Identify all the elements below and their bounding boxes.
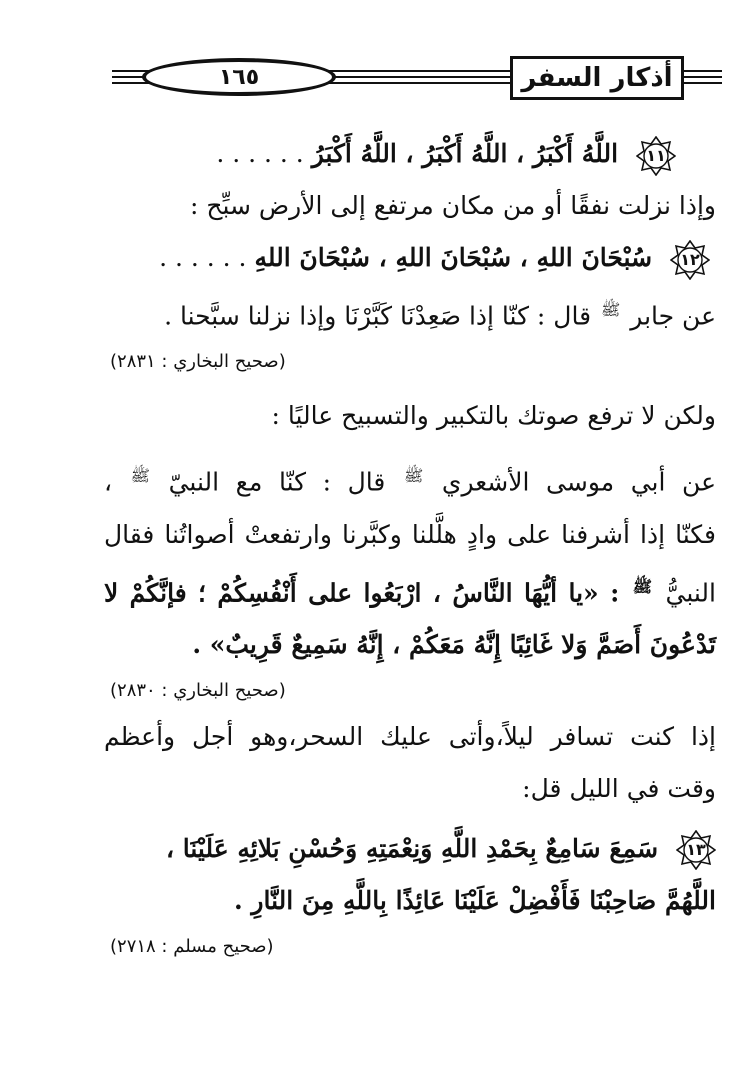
dhikr-dots: . . . . . . xyxy=(216,139,304,168)
honorific-icon: ﷺ xyxy=(403,466,424,486)
page-content xyxy=(104,128,716,967)
hadith-quote: : «يا أيُّهَا النَّاسُ ، ارْبَعُوا على أَنْفُسِكُمْ ؛ فإنَّكُمْ لا xyxy=(104,577,620,607)
chapter-title-box xyxy=(510,56,684,100)
dhikr-dots: . . . . . . xyxy=(159,243,247,272)
dhikr-text: سُبْحَانَ اللهِ ، سُبْحَانَ اللهِ ، سُبْحَانَ اللهِ xyxy=(254,243,653,272)
paragraph-line xyxy=(104,561,716,619)
dhikr-text: سَمِعَ سَامِعٌ بِحَمْدِ اللَّهِ وَنِعْمَتِهِ وَحُسْنِ بَلائِهِ عَلَيْنَا ، xyxy=(165,833,659,863)
dhikr-number: ١١ xyxy=(646,145,666,165)
dhikr-11 xyxy=(104,128,716,180)
paragraph xyxy=(104,284,716,342)
dhikr-text: اللَّهُ أَكْبَرُ ، اللَّهُ أَكْبَرُ ، اللَّهُ أَكْبَرُ xyxy=(311,139,619,168)
hadith-source: (صحيح مسلم : ٢٧١٨) xyxy=(110,935,274,957)
paragraph: وإذا نزلت نفقًا أو من مكان مرتفع إلى الأرض سبِّح : xyxy=(189,191,716,220)
paragraph-text: عن أبي موسى الأشعري xyxy=(441,467,716,497)
honorific-icon: ﷺ xyxy=(601,300,621,319)
paragraph-line: إذا كنت تسافر ليلاً،وأتى عليك السحر،وهو أجل وأعظم xyxy=(104,721,716,751)
paragraph-line: فكنّا إذا أشرفنا على وادٍ هلَّلنا وكبَّرنا وارتفعتْ أصواتُنا فقال xyxy=(104,519,716,549)
hadith-source: (صحيح البخاري : ٢٨٣٠) xyxy=(110,679,286,701)
dhikr-number-badge xyxy=(670,240,710,280)
paragraph-text: عن جابر xyxy=(630,301,716,331)
dhikr-number-badge xyxy=(636,136,676,176)
page-header xyxy=(112,50,722,106)
honorific-icon: ﷺ xyxy=(632,576,653,596)
honorific-icon: ﷺ xyxy=(130,466,150,486)
dhikr-12 xyxy=(104,232,716,284)
paragraph-line: وقت في الليل قل: xyxy=(522,773,716,803)
dhikr-number: ١٣ xyxy=(686,840,706,860)
chapter-title: أذكار السفر xyxy=(521,63,673,93)
dhikr-number-badge xyxy=(676,830,716,870)
dhikr-text-line: اللَّهُمَّ صَاحِبْنَا فَأَفْضِلْ عَلَيْنَا عَائِذًا بِاللَّهِ مِنَ النَّارِ . xyxy=(233,885,716,915)
paragraph-text: قال : كنّا إذا صَعِدْنَا كَبَّرْنَا وإذا نزلنا سبَّحنا . xyxy=(164,301,592,331)
paragraph-text: قال : كنّا مع النبيّ xyxy=(168,467,386,497)
paragraph-line xyxy=(104,450,716,508)
paragraph-text: ، xyxy=(104,467,113,497)
page-number: ١٦٥ xyxy=(218,64,260,90)
hadith-source: (صحيح البخاري : ٢٨٣١) xyxy=(110,351,286,373)
dhikr-13 xyxy=(104,823,716,875)
page-number-oval xyxy=(142,58,336,96)
paragraph-text: النبيُّ xyxy=(665,577,716,607)
paragraph: ولكن لا ترفع صوتك بالتكبير والتسبيح عاليًا : xyxy=(271,401,716,431)
hadith-quote-line: تَدْعُونَ أَصَمَّ وَلا غَائِبًا إِنَّهُ مَعَكُمْ ، إِنَّهُ سَمِيعٌ قَرِيبٌ» . xyxy=(192,629,716,659)
dhikr-number: ١٢ xyxy=(680,249,700,269)
